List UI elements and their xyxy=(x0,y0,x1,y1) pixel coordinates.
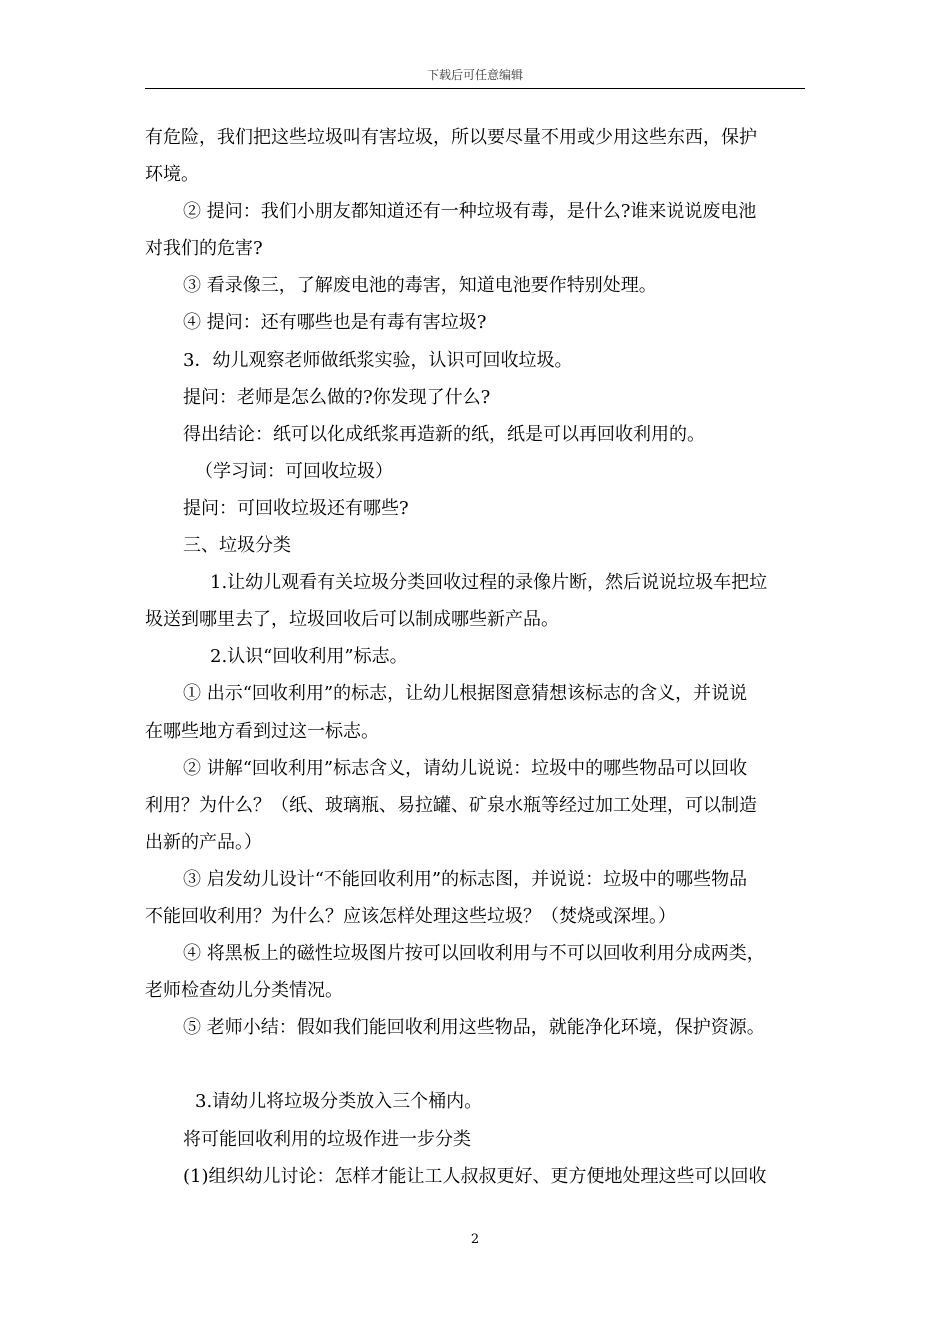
paragraph-line: 提问：可回收垃圾还有哪些? xyxy=(183,497,409,519)
paragraph-line: ⑤ 老师小结：假如我们能回收利用这些物品，就能净化环境，保护资源。 xyxy=(183,1017,765,1039)
paragraph-line: ④ 提问：还有哪些也是有毒有害垃圾? xyxy=(183,312,487,334)
paragraph-line: 2.认识“回收利用”标志。 xyxy=(210,646,408,668)
paragraph-line: 利用？为什么？（纸、玻璃瓶、易拉罐、矿泉水瓶等经过加工处理，可以制造 xyxy=(145,794,757,816)
paragraph-line: 3．幼儿观察老师做纸浆实验，认识可回收垃圾。 xyxy=(183,349,573,371)
paragraph-line: 3.请幼儿将垃圾分类放入三个桶内。 xyxy=(195,1091,483,1113)
paragraph-line: 出新的产品。） xyxy=(145,831,262,853)
section-heading: 三、垃圾分类 xyxy=(183,535,291,557)
paragraph-line: 在哪些地方看到过这一标志。 xyxy=(145,720,379,742)
paragraph-line: ③ 启发幼儿设计“不能回收利用”的标志图，并说说：垃圾中的哪些物品 xyxy=(183,868,748,890)
blank-line xyxy=(145,1046,807,1083)
page-header: 下载后可任意编辑 xyxy=(426,68,523,82)
paragraph-line: ② 讲解“回收利用”标志含义，请幼儿说说：垃圾中的哪些物品可以回收 xyxy=(183,757,748,779)
paragraph-line: 不能回收利用？为什么？应该怎样处理这些垃圾？（焚烧或深埋。） xyxy=(145,905,676,927)
paragraph-line: 环境。 xyxy=(145,164,199,186)
paragraph-line: ① 出示“回收利用”的标志，让幼儿根据图意猜想该标志的含义，并说说 xyxy=(183,683,748,705)
paragraph-line: ③ 看录像三，了解废电池的毒害，知道电池要作特别处理。 xyxy=(183,275,657,297)
paragraph-line: 将可能回收利用的垃圾作进一步分类 xyxy=(183,1128,471,1150)
paragraph-line: (1)组织幼儿讨论：怎样才能让工人叔叔更好、更方便地处理这些可以回收 xyxy=(183,1165,767,1187)
document-body xyxy=(145,119,807,1195)
header-rule xyxy=(145,88,805,89)
paragraph-line: 老师检查幼儿分类情况。 xyxy=(145,980,343,1002)
paragraph-line: 得出结论：纸可以化成纸浆再造新的纸，纸是可以再回收利用的。 xyxy=(183,423,705,445)
paragraph-line: 1.让幼儿观看有关垃圾分类回收过程的录像片断，然后说说垃圾车把垃 xyxy=(210,572,768,594)
paragraph-line: 圾送到哪里去了，垃圾回收后可以制成哪些新产品。 xyxy=(145,609,559,631)
page-number: 2 xyxy=(470,1232,480,1247)
paragraph-line: （学习词：可回收垃圾） xyxy=(195,460,393,482)
paragraph-line: 对我们的危害? xyxy=(145,238,263,260)
paragraph-line: 提问：老师是怎么做的?你发现了什么? xyxy=(183,386,491,408)
paragraph-line: ② 提问：我们小朋友都知道还有一种垃圾有毒，是什么?谁来说说废电池 xyxy=(183,201,757,223)
paragraph-line: ④ 将黑板上的磁性垃圾图片按可以回收利用与不可以回收利用分成两类， xyxy=(183,943,765,965)
paragraph-line: 有危险，我们把这些垃圾叫有害垃圾，所以要尽量不用或少用这些东西，保护 xyxy=(145,127,757,148)
